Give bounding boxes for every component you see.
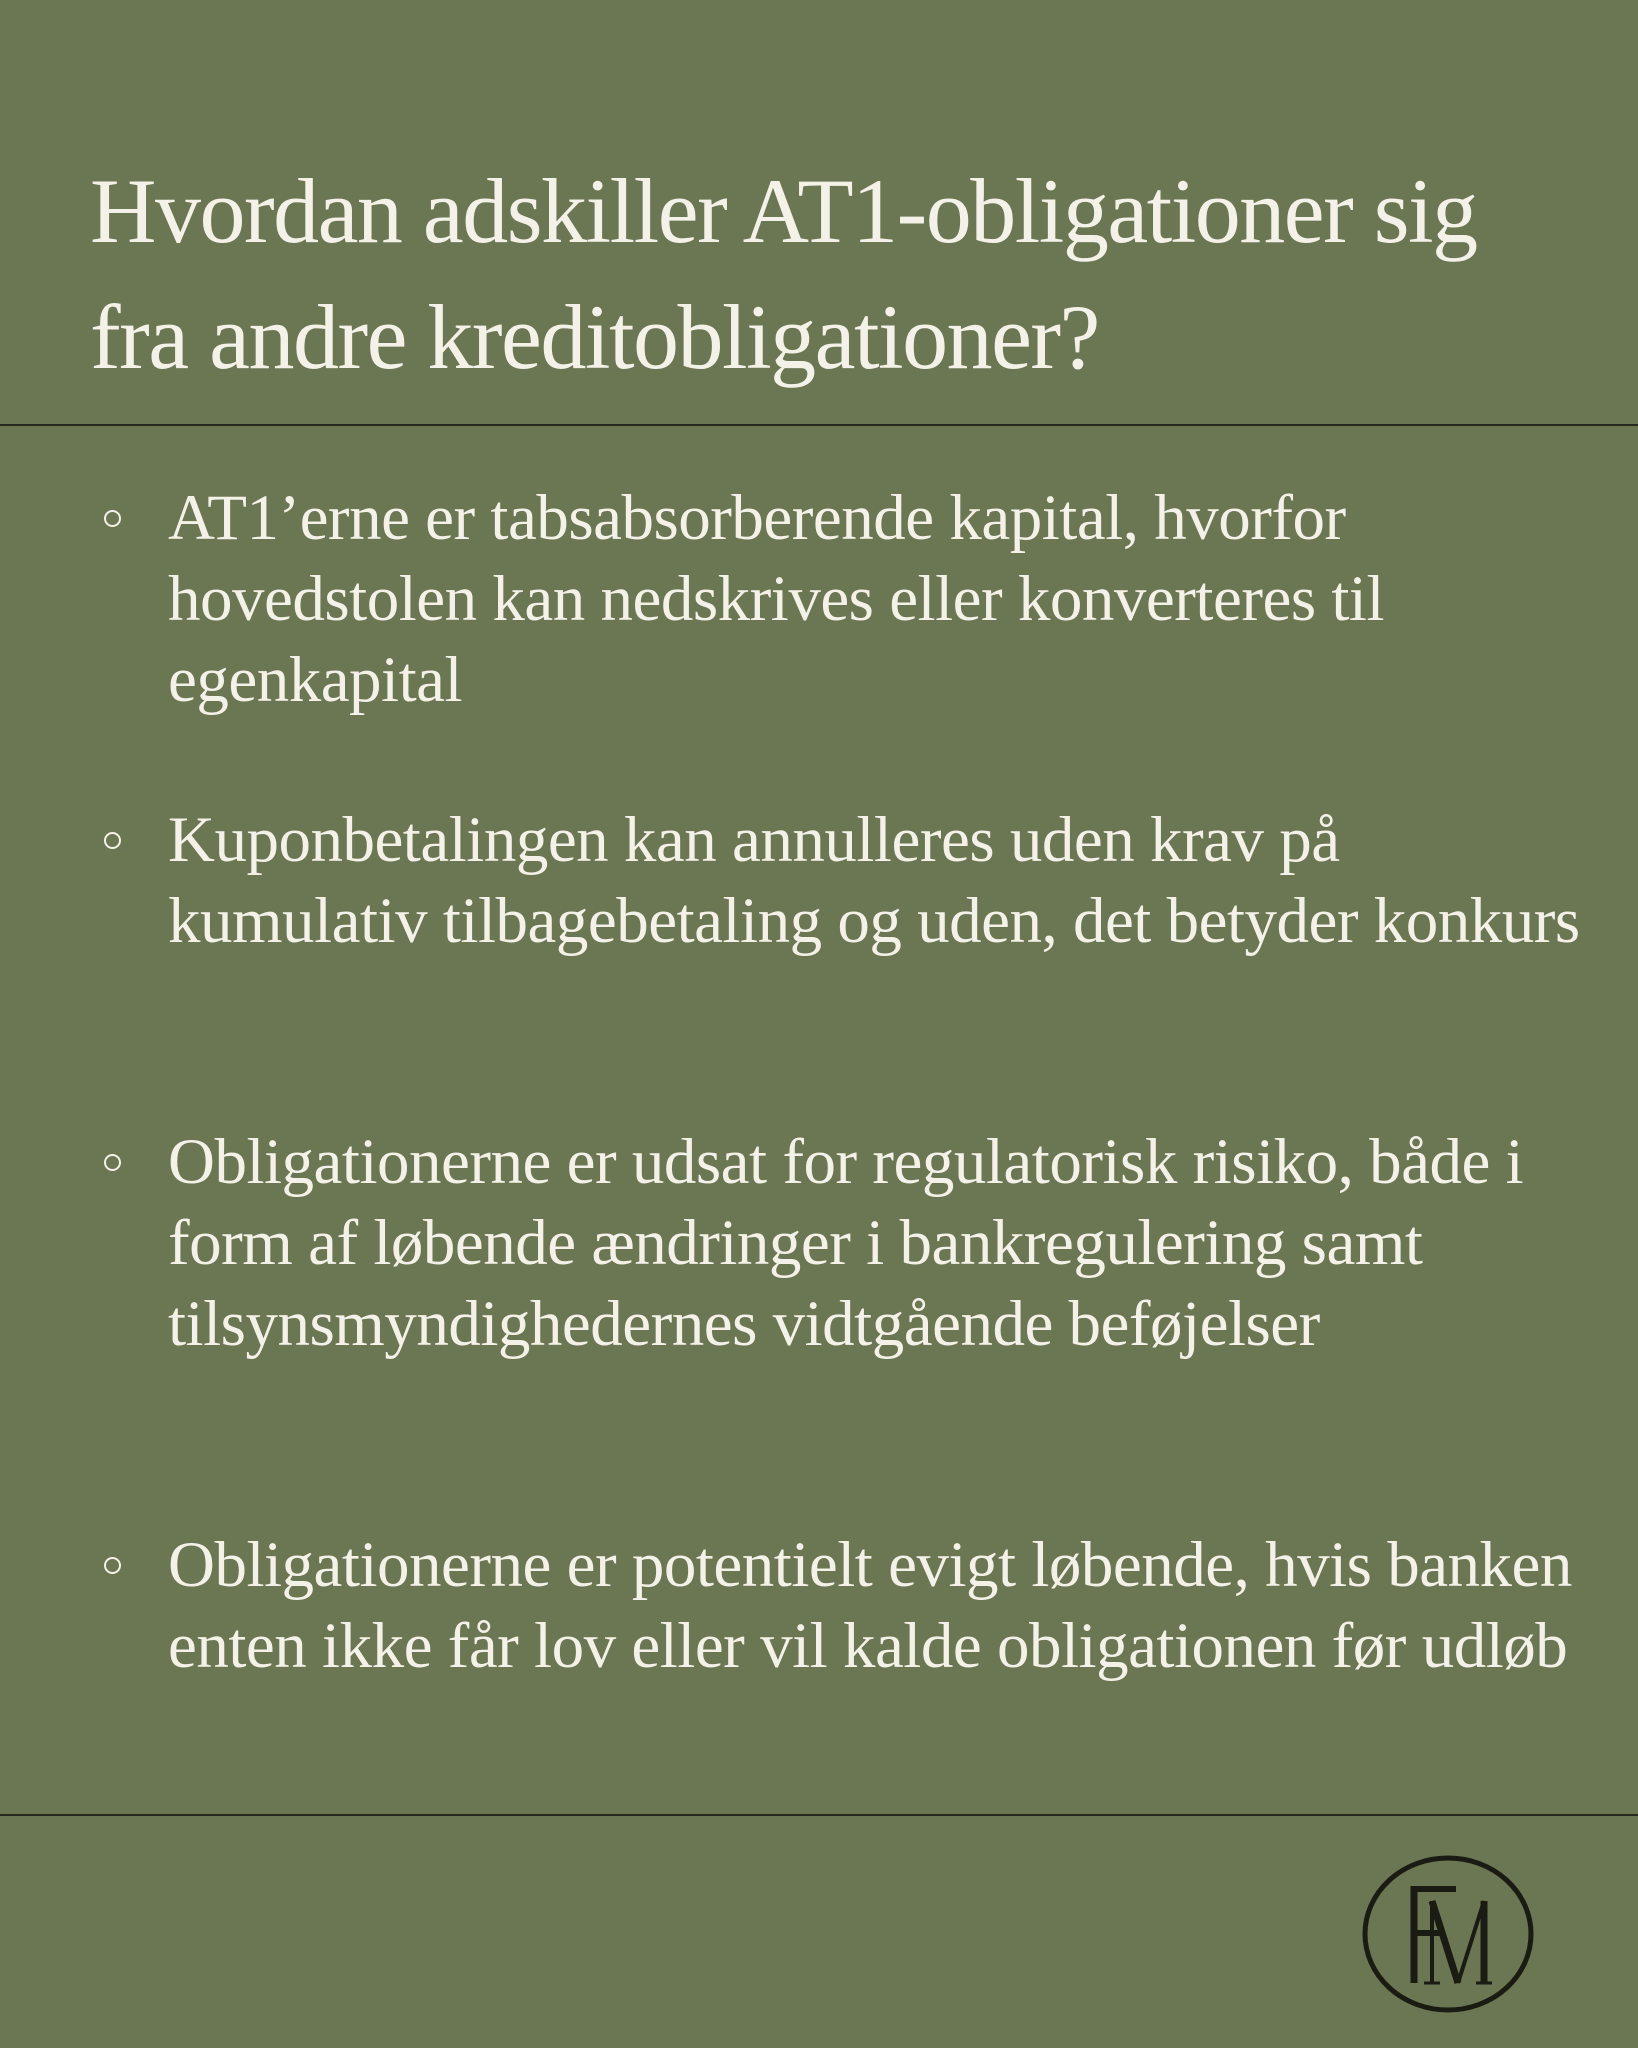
list-item	[168, 478, 1608, 721]
list-item-text: Obligationerne er udsat for regulatorisk risiko, både i form af løbende ændringer i bankregulering samt tilsynsmyndighedernes vidtgående beføjelser	[168, 1126, 1524, 1360]
list-item-text: Obligationerne er potentielt evigt løbende, hvis banken enten ikke får lov eller vil kalde obligationen før udløb	[168, 1529, 1572, 1682]
list-item-text: AT1’erne er tabsabsorberende kapital, hvorfor hovedstolen kan nedskrives eller konverteres til egenkapital	[168, 482, 1385, 716]
list-item-text: Kuponbetalingen kan annulleres uden krav på kumulativ tilbagebetaling og uden, det betyder konkurs	[168, 804, 1580, 957]
circle-bullet-icon	[104, 1557, 121, 1574]
list-item	[168, 1122, 1608, 1365]
bottom-divider	[0, 1814, 1638, 1816]
circle-bullet-icon	[104, 832, 121, 849]
page-title: Hvordan adskiller AT1-obligationer sig fra andre kreditobligationer?	[90, 160, 1477, 388]
circle-bullet-icon	[104, 510, 121, 527]
list-item	[168, 1525, 1608, 1687]
fm-logo-icon	[1360, 1853, 1536, 2015]
circle-bullet-icon	[104, 1154, 121, 1171]
top-divider	[0, 424, 1638, 426]
list-item	[168, 800, 1608, 962]
